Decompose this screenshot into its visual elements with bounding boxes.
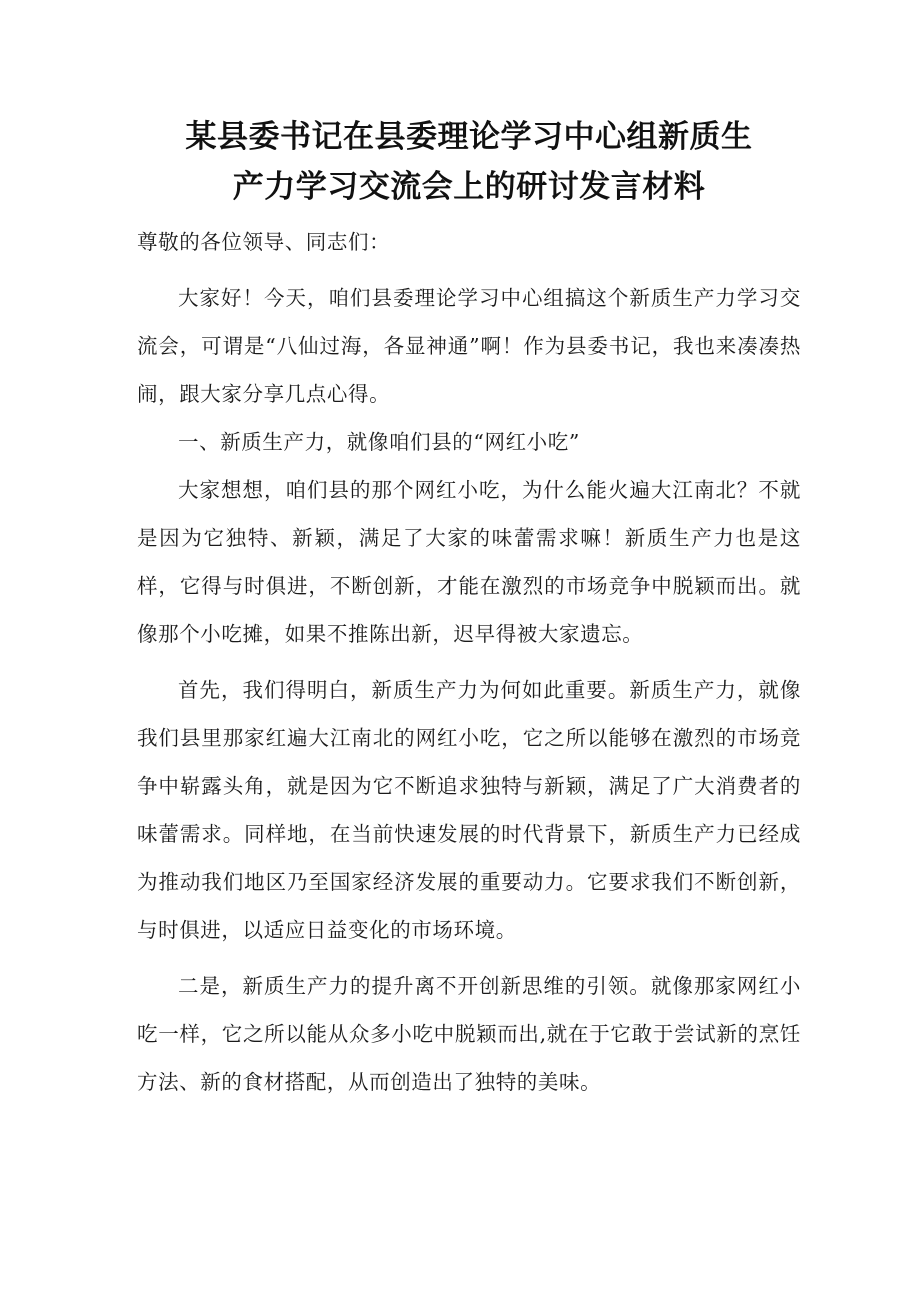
salutation: 尊敬的各位领导、同志们：: [137, 230, 391, 254]
document-title-line-1: 某县委书记在县委理论学习中心组新质生: [185, 119, 753, 155]
document-page: [137, 112, 801, 1106]
paragraph-snack-analogy: 大家想想，咱们县的那个网红小吃，为什么能火遍大江南北？不就是因为它独特、新颖，满足了大家的味蕾需求嘛！新质生产力也是这样，它得与时俱进，不断创新，才能在激烈的市场竞争中脱颖而出。就像那个小吃摊，如果不推陈出新，迟早得被大家遗忘。: [137, 478, 801, 646]
paragraph-first-point: 首先，我们得明白，新质生产力为何如此重要。新质生产力，就像我们县里那家红遍大江南北的网红小吃，它之所以能够在激烈的市场竞争中崭露头角，就是因为它不断追求独特与新颖，满足了广大消费者的味蕾需求。同样地，在当前快速发展的时代背景下，新质生产力已经成为推动我们地区乃至国家经济发展的重要动力。它要求我们不断创新，与时俱进，以适应日益变化的市场环境。: [137, 678, 801, 942]
paragraph-second-point: 二是，新质生产力的提升离不开创新思维的引领。就像那家网红小吃一样，它之所以能从众多小吃中脱颖而出,就在于它敢于尝试新的烹饪方法、新的食材搭配，从而创造出了独特的美味。: [137, 974, 801, 1094]
document-title: [137, 112, 801, 212]
paragraph-greeting: 大家好！今天，咱们县委理论学习中心组搞这个新质生产力学习交流会，可谓是“八仙过海，各显神通”啊！作为县委书记，我也来凑凑热闹，跟大家分享几点心得。: [137, 286, 801, 406]
document-body: [137, 218, 801, 1106]
document-title-line-2: 产力学习交流会上的研讨发言材料: [232, 169, 706, 205]
section-heading-1: 一、新质生产力，就像咱们县的“网红小吃”: [178, 430, 580, 454]
